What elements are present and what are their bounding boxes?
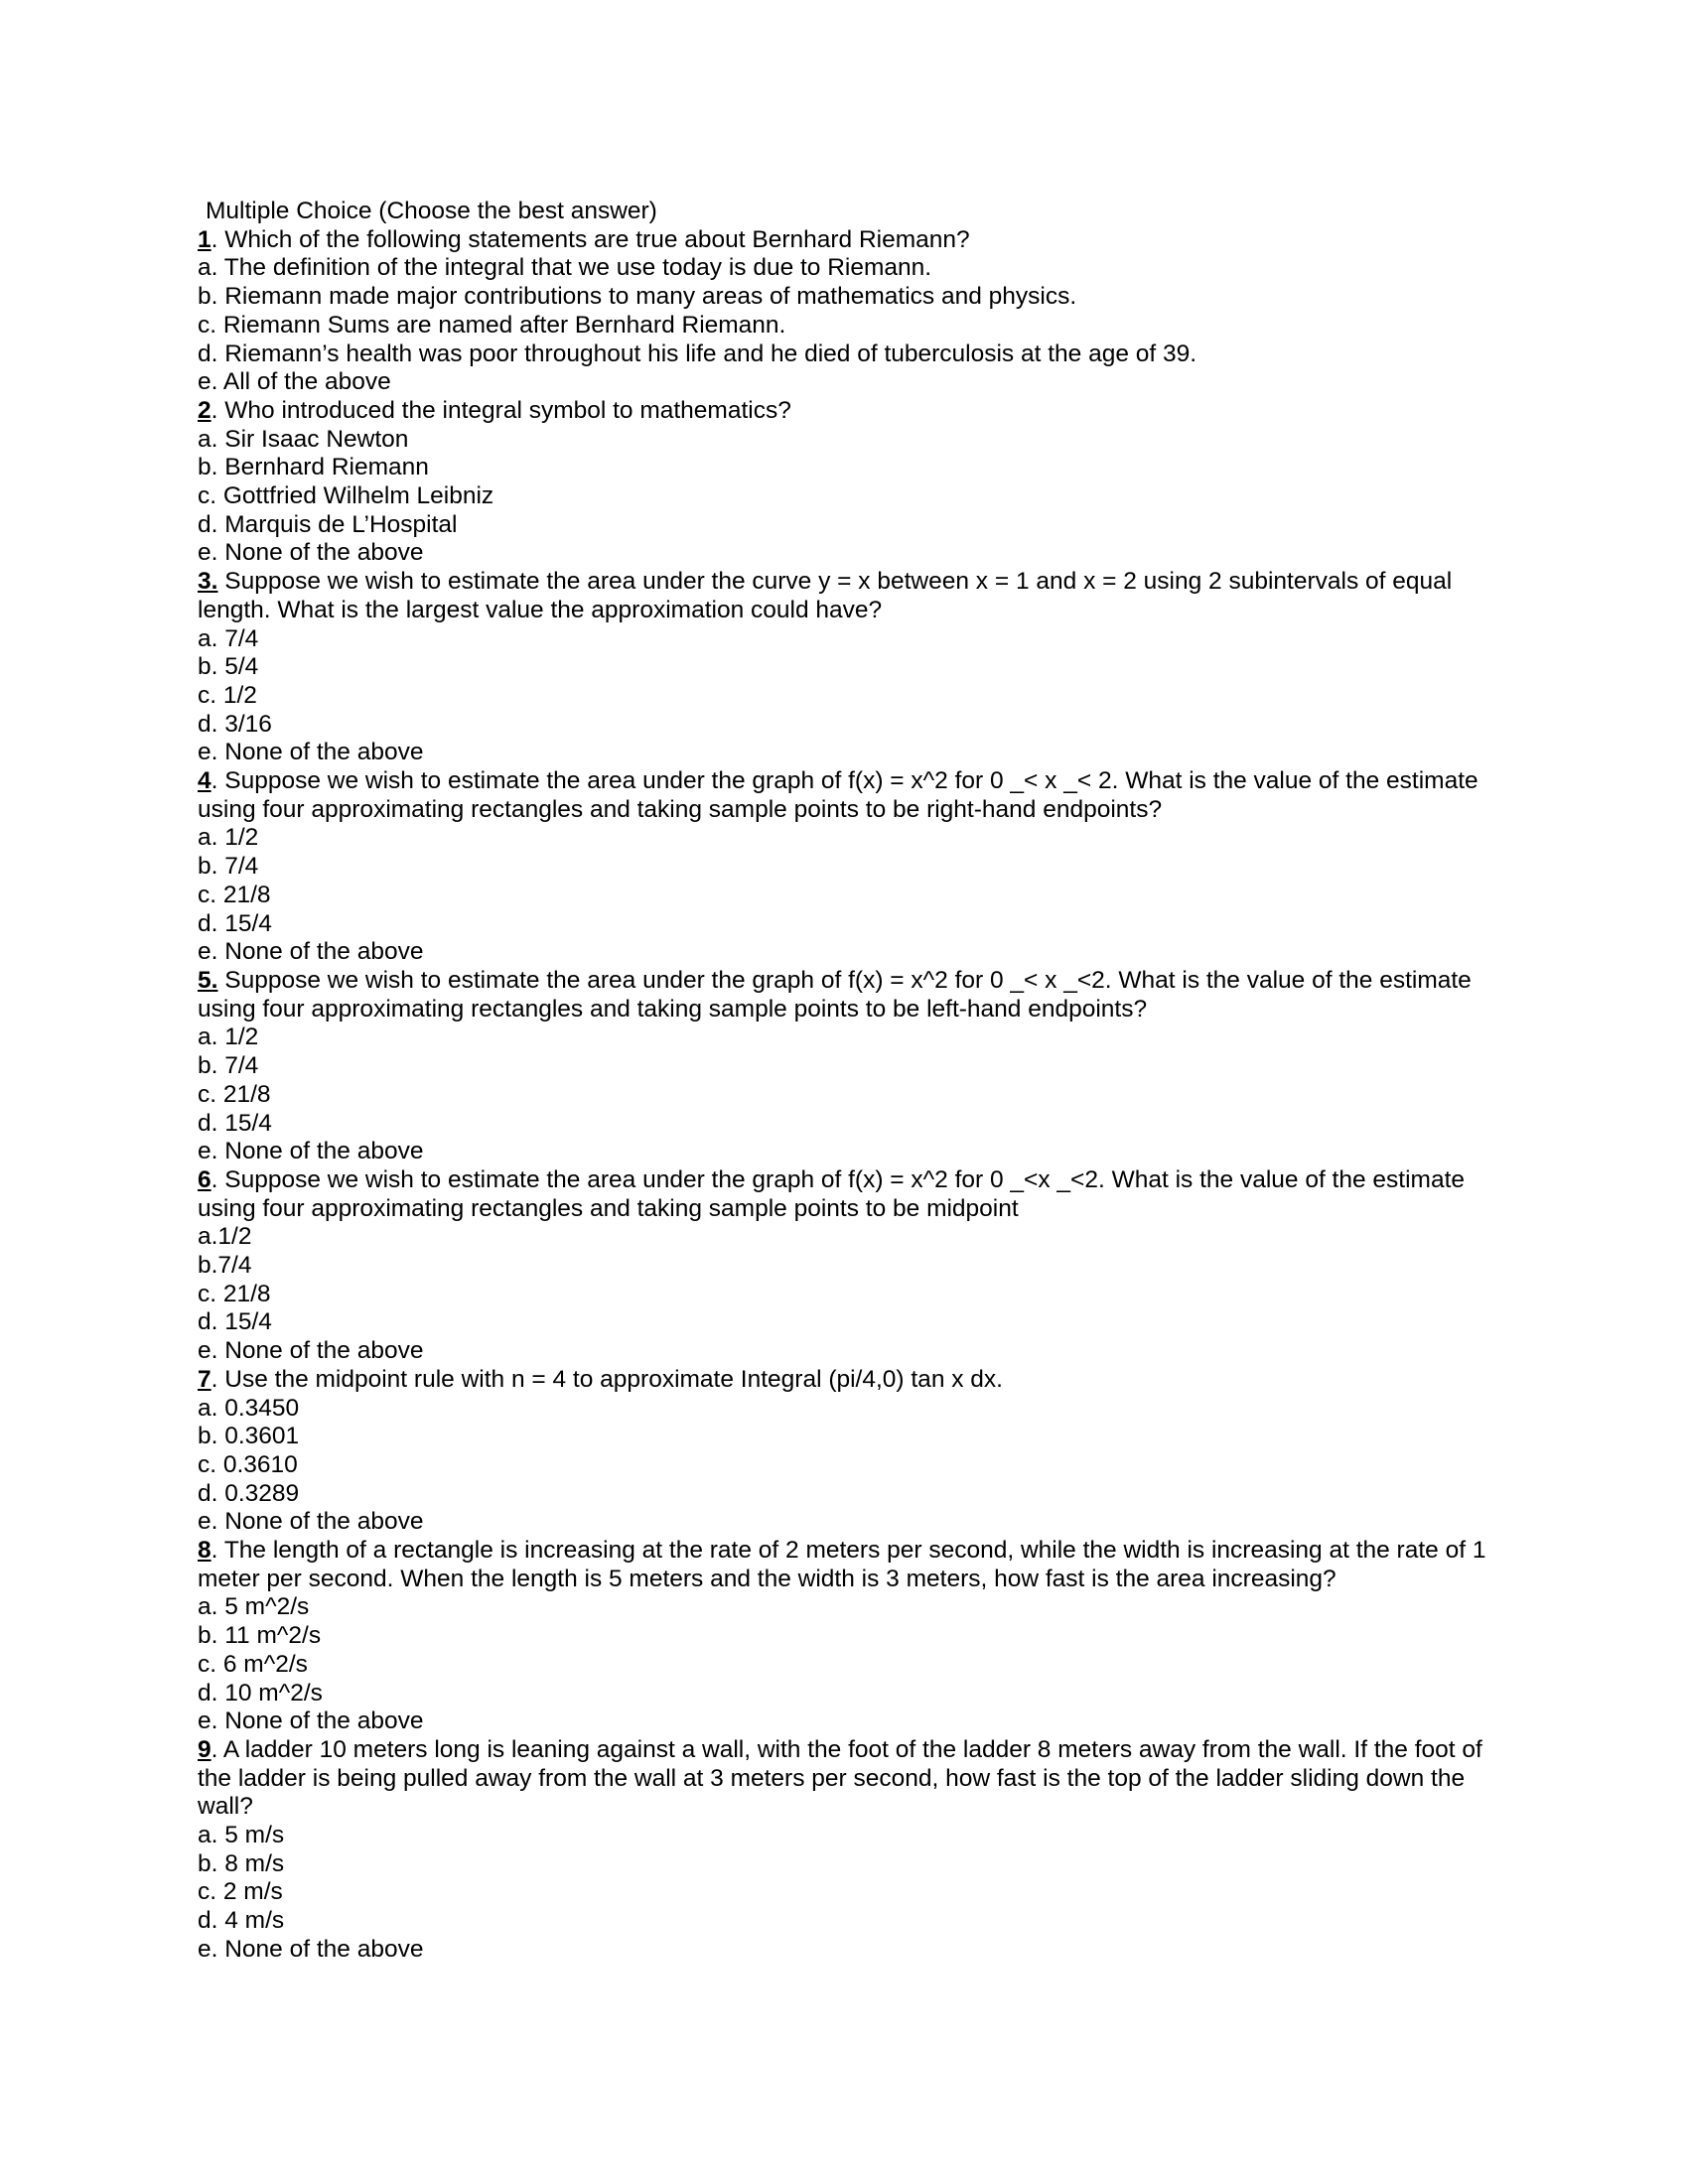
answer-option: d. Riemann’s health was poor throughout his life and he died of tuberculosis at the age of 39. — [198, 340, 1197, 367]
answer-option: a. 1/2 — [198, 1024, 259, 1051]
answer-option: b. Bernhard Riemann — [198, 454, 429, 481]
answer-option: c. 6 m^2/s — [198, 1650, 308, 1678]
answer-option: e. None of the above — [198, 1707, 424, 1735]
question-block — [198, 767, 1498, 967]
answer-option: d. 3/16 — [198, 710, 272, 738]
question-text: Suppose we wish to estimate the area under the graph of f(x) = x^2 for 0 _< x _< 2. What is the value of the estimate using four approximating rectangles and taking sample points to be right-hand endpoints? — [198, 767, 1485, 823]
answer-option: b.7/4 — [198, 1252, 252, 1280]
question-text: Who introduced the integral symbol to mathematics? — [217, 396, 791, 424]
question-stem — [198, 967, 1498, 1024]
answer-option: c. 21/8 — [198, 1080, 271, 1108]
answer-option: a. 1/2 — [198, 824, 259, 852]
answer-option: c. 2 m/s — [198, 1878, 283, 1906]
answer-option: a. 5 m/s — [198, 1822, 285, 1849]
answer-option: d. 4 m/s — [198, 1907, 285, 1935]
answer-option: b. 5/4 — [198, 653, 259, 681]
question-stem — [198, 226, 1498, 255]
question-block — [198, 1366, 1498, 1537]
question-number-separator: . — [211, 1537, 218, 1565]
answer-option: a. The definition of the integral that we use today is due to Riemann. — [198, 254, 932, 282]
answer-option: c. 21/8 — [198, 1280, 271, 1307]
question-number: 8 — [198, 1537, 211, 1565]
question-block — [198, 967, 1498, 1166]
question-text: Which of the following statements are true about Bernhard Riemann? — [217, 225, 970, 253]
answer-option: d. 10 m^2/s — [198, 1679, 323, 1706]
question-stem — [198, 568, 1498, 624]
question-number: 1 — [198, 225, 211, 253]
question-number: 7 — [198, 1365, 211, 1393]
question-block — [198, 1166, 1498, 1366]
question-number-separator: . — [211, 396, 218, 424]
question-stem — [198, 1366, 1498, 1395]
quiz-content — [198, 198, 1498, 1965]
answer-option: e. None of the above — [198, 938, 424, 966]
question-number-separator: . — [211, 1165, 218, 1193]
question-number: 4 — [198, 767, 211, 795]
question-list — [198, 226, 1498, 1965]
question-text: The length of a rectangle is increasing at the rate of 2 meters per second, while the width is increasing at the rate of 1 meter per second. When the length is 5 meters and the width is 3 meters, how fast is the area increasing? — [198, 1537, 1493, 1592]
answer-option: e. None of the above — [198, 739, 424, 766]
question-number-separator: . — [211, 1735, 218, 1763]
question-stem — [198, 1736, 1498, 1822]
answer-option: a. 7/4 — [198, 624, 259, 652]
question-number-separator: . — [211, 1365, 218, 1393]
answer-option: b. 11 m^2/s — [198, 1622, 322, 1650]
answer-option: e. None of the above — [198, 1935, 424, 1963]
answer-option: a. 5 m^2/s — [198, 1593, 310, 1621]
answer-option: c. 21/8 — [198, 881, 271, 908]
answer-option: b. Riemann made major contributions to many areas of mathematics and physics. — [198, 283, 1077, 311]
answer-option: c. 1/2 — [198, 681, 257, 709]
answer-option: a.1/2 — [198, 1223, 252, 1251]
question-stem — [198, 1166, 1498, 1223]
question-number-separator: . — [211, 767, 218, 795]
answer-option: d. Marquis de L’Hospital — [198, 510, 458, 538]
question-stem — [198, 1537, 1498, 1593]
question-number: 3. — [198, 568, 218, 596]
question-block — [198, 397, 1498, 568]
answer-option: e. All of the above — [198, 368, 391, 396]
question-number-separator: . — [211, 225, 218, 253]
answer-option: a. Sir Isaac Newton — [198, 425, 409, 453]
question-text: Use the midpoint rule with n = 4 to approximate Integral (pi/4,0) tan x dx. — [217, 1365, 1003, 1393]
answer-option: a. 0.3450 — [198, 1394, 300, 1422]
question-block — [198, 1736, 1498, 1965]
answer-option: e. None of the above — [198, 1337, 424, 1365]
answer-option: e. None of the above — [198, 539, 424, 567]
answer-option: c. Gottfried Wilhelm Leibniz — [198, 482, 494, 510]
quiz-heading: Multiple Choice (Choose the best answer) — [206, 198, 657, 224]
answer-option: d. 15/4 — [198, 1109, 272, 1137]
answer-option: d. 15/4 — [198, 909, 272, 937]
question-number: 6 — [198, 1165, 211, 1193]
question-text: Suppose we wish to estimate the area under the curve y = x between x = 1 and x = 2 using 2 subintervals of equal length. What is the largest value the approximation could have? — [198, 568, 1460, 623]
answer-option: c. 0.3610 — [198, 1450, 298, 1478]
question-block — [198, 226, 1498, 397]
question-stem — [198, 767, 1498, 824]
question-text: Suppose we wish to estimate the area under the graph of f(x) = x^2 for 0 _<x _<2. What is the value of the estimate using four approximating rectangles and taking sample points to be midpoint — [198, 1165, 1472, 1222]
question-number: 5. — [198, 966, 218, 994]
answer-option: c. Riemann Sums are named after Bernhard Riemann. — [198, 311, 786, 339]
answer-option: b. 7/4 — [198, 1052, 259, 1080]
answer-option: b. 7/4 — [198, 853, 259, 881]
answer-option: d. 0.3289 — [198, 1479, 300, 1507]
question-text: A ladder 10 meters long is leaning against a wall, with the foot of the ladder 8 meters away from the wall. If the foot of the ladder is being pulled away from the wall at 3 meters per second, how fast is the top of the ladder sliding down the wall? — [198, 1735, 1489, 1821]
question-block — [198, 568, 1498, 767]
answer-option: b. 8 m/s — [198, 1849, 285, 1877]
answer-option: b. 0.3601 — [198, 1423, 300, 1450]
question-block — [198, 1537, 1498, 1736]
question-text: Suppose we wish to estimate the area under the graph of f(x) = x^2 for 0 _< x _<2. What is the value of the estimate using four approximating rectangles and taking sample points to be left-hand endpoints? — [198, 966, 1478, 1023]
question-number: 9 — [198, 1735, 211, 1763]
question-stem — [198, 397, 1498, 426]
question-number: 2 — [198, 396, 211, 424]
answer-option: d. 15/4 — [198, 1308, 272, 1336]
answer-option: e. None of the above — [198, 1508, 424, 1536]
answer-option: e. None of the above — [198, 1138, 424, 1165]
